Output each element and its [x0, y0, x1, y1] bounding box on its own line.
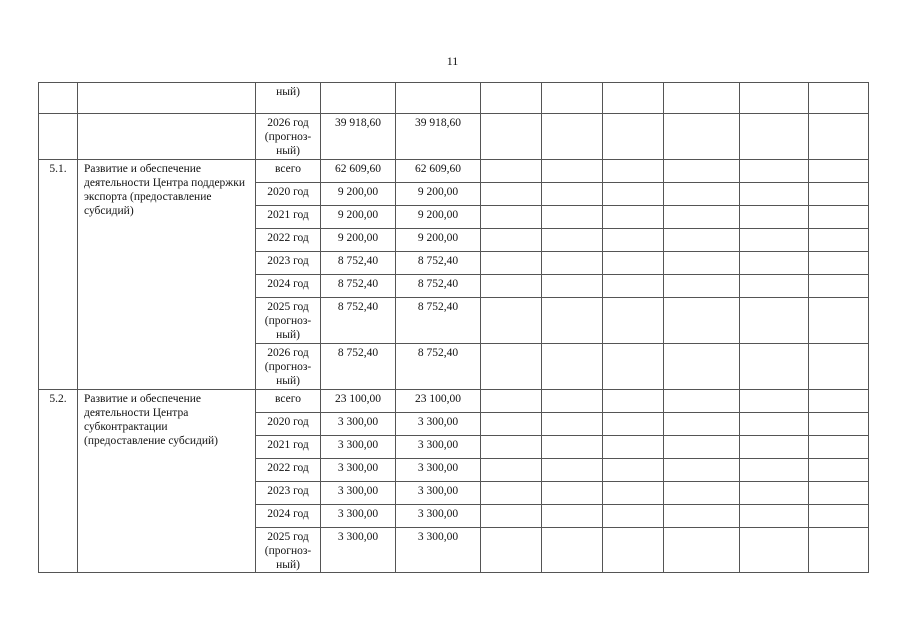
- period-cell: 2024 год: [256, 505, 321, 528]
- empty-cell: [542, 298, 603, 344]
- empty-cell: [481, 160, 542, 183]
- empty-cell: [664, 413, 740, 436]
- empty-cell: [740, 83, 809, 114]
- total-amount-cell: 8 752,40: [321, 252, 396, 275]
- empty-cell: [664, 459, 740, 482]
- empty-cell: [603, 183, 664, 206]
- empty-cell: [809, 482, 869, 505]
- empty-cell: [809, 459, 869, 482]
- period-cell: 2026 год (прогноз-ный): [256, 114, 321, 160]
- empty-cell: [809, 344, 869, 390]
- empty-cell: [809, 275, 869, 298]
- empty-cell: [542, 252, 603, 275]
- amount-cell: 9 200,00: [396, 229, 481, 252]
- empty-cell: [664, 275, 740, 298]
- empty-cell: [809, 252, 869, 275]
- total-amount-cell: 39 918,60: [321, 114, 396, 160]
- period-cell: 2024 год: [256, 275, 321, 298]
- amount-cell: 62 609,60: [396, 160, 481, 183]
- empty-cell: [603, 390, 664, 413]
- empty-cell: [664, 390, 740, 413]
- empty-cell: [664, 83, 740, 114]
- total-amount-cell: 3 300,00: [321, 528, 396, 573]
- amount-cell: 3 300,00: [396, 436, 481, 459]
- total-amount-cell: 8 752,40: [321, 344, 396, 390]
- empty-cell: [740, 505, 809, 528]
- empty-cell: [740, 252, 809, 275]
- total-amount-cell: 8 752,40: [321, 275, 396, 298]
- amount-cell: 3 300,00: [396, 505, 481, 528]
- empty-cell: [603, 298, 664, 344]
- empty-cell: [481, 390, 542, 413]
- empty-cell: [542, 459, 603, 482]
- empty-cell: [603, 482, 664, 505]
- empty-cell: [481, 528, 542, 573]
- empty-cell: [603, 252, 664, 275]
- empty-cell: [542, 83, 603, 114]
- table-row: [39, 114, 869, 160]
- measure-name-cell: [78, 83, 256, 114]
- empty-cell: [664, 229, 740, 252]
- empty-cell: [740, 298, 809, 344]
- empty-cell: [542, 436, 603, 459]
- row-number-cell: 5.2.: [39, 390, 78, 573]
- period-cell: 2025 год (прогноз-ный): [256, 528, 321, 573]
- empty-cell: [481, 252, 542, 275]
- period-cell: 2023 год: [256, 482, 321, 505]
- empty-cell: [603, 206, 664, 229]
- empty-cell: [542, 160, 603, 183]
- empty-cell: [603, 114, 664, 160]
- empty-cell: [664, 298, 740, 344]
- amount-cell: [396, 83, 481, 114]
- total-amount-cell: 9 200,00: [321, 183, 396, 206]
- period-cell: 2023 год: [256, 252, 321, 275]
- empty-cell: [603, 344, 664, 390]
- period-cell: 2026 год (прогноз-ный): [256, 344, 321, 390]
- row-number-cell: [39, 83, 78, 114]
- empty-cell: [542, 229, 603, 252]
- amount-cell: 23 100,00: [396, 390, 481, 413]
- empty-cell: [603, 505, 664, 528]
- page-number: 11: [446, 54, 459, 68]
- empty-cell: [740, 413, 809, 436]
- period-cell: 2020 год: [256, 183, 321, 206]
- empty-cell: [809, 83, 869, 114]
- empty-cell: [740, 528, 809, 573]
- empty-cell: [603, 160, 664, 183]
- period-cell: 2021 год: [256, 436, 321, 459]
- empty-cell: [740, 390, 809, 413]
- period-cell: ный): [256, 83, 321, 114]
- empty-cell: [664, 528, 740, 573]
- amount-cell: 8 752,40: [396, 252, 481, 275]
- empty-cell: [740, 206, 809, 229]
- amount-cell: 3 300,00: [396, 459, 481, 482]
- empty-cell: [809, 229, 869, 252]
- empty-cell: [542, 482, 603, 505]
- empty-cell: [481, 436, 542, 459]
- amount-cell: 3 300,00: [396, 482, 481, 505]
- empty-cell: [603, 436, 664, 459]
- empty-cell: [603, 229, 664, 252]
- empty-cell: [664, 482, 740, 505]
- table-row: [39, 83, 869, 114]
- empty-cell: [740, 229, 809, 252]
- empty-cell: [809, 505, 869, 528]
- total-amount-cell: 8 752,40: [321, 298, 396, 344]
- empty-cell: [740, 183, 809, 206]
- empty-cell: [542, 528, 603, 573]
- measure-name-cell: Развитие и обеспечение деятельности Центра субконтрактации (предоставление субсидий): [78, 390, 256, 573]
- period-cell: 2020 год: [256, 413, 321, 436]
- empty-cell: [603, 459, 664, 482]
- empty-cell: [740, 436, 809, 459]
- period-cell: всего: [256, 160, 321, 183]
- empty-cell: [809, 114, 869, 160]
- amount-cell: 9 200,00: [396, 206, 481, 229]
- empty-cell: [809, 160, 869, 183]
- empty-cell: [542, 505, 603, 528]
- empty-cell: [664, 160, 740, 183]
- empty-cell: [481, 206, 542, 229]
- empty-cell: [542, 413, 603, 436]
- amount-cell: 9 200,00: [396, 183, 481, 206]
- budget-table: [38, 82, 869, 573]
- empty-cell: [809, 390, 869, 413]
- total-amount-cell: 62 609,60: [321, 160, 396, 183]
- empty-cell: [664, 505, 740, 528]
- empty-cell: [481, 275, 542, 298]
- empty-cell: [542, 390, 603, 413]
- empty-cell: [481, 183, 542, 206]
- empty-cell: [740, 344, 809, 390]
- empty-cell: [481, 114, 542, 160]
- empty-cell: [603, 413, 664, 436]
- amount-cell: 3 300,00: [396, 528, 481, 573]
- period-cell: 2022 год: [256, 229, 321, 252]
- period-cell: 2022 год: [256, 459, 321, 482]
- empty-cell: [664, 252, 740, 275]
- amount-cell: 8 752,40: [396, 344, 481, 390]
- empty-cell: [603, 275, 664, 298]
- total-amount-cell: 23 100,00: [321, 390, 396, 413]
- empty-cell: [809, 206, 869, 229]
- empty-cell: [481, 459, 542, 482]
- total-amount-cell: 3 300,00: [321, 482, 396, 505]
- table-row: [39, 160, 869, 183]
- empty-cell: [809, 436, 869, 459]
- empty-cell: [481, 298, 542, 344]
- measure-name-cell: Развитие и обеспечение деятельности Центра поддержки экспорта (предоставление субсидий): [78, 160, 256, 390]
- total-amount-cell: 3 300,00: [321, 459, 396, 482]
- empty-cell: [603, 83, 664, 114]
- empty-cell: [481, 413, 542, 436]
- row-number-cell: 5.1.: [39, 160, 78, 390]
- empty-cell: [809, 298, 869, 344]
- empty-cell: [481, 229, 542, 252]
- empty-cell: [481, 505, 542, 528]
- amount-cell: 8 752,40: [396, 298, 481, 344]
- total-amount-cell: 3 300,00: [321, 505, 396, 528]
- empty-cell: [542, 275, 603, 298]
- empty-cell: [664, 436, 740, 459]
- period-cell: 2021 год: [256, 206, 321, 229]
- period-cell: 2025 год (прогноз-ный): [256, 298, 321, 344]
- amount-cell: 3 300,00: [396, 413, 481, 436]
- empty-cell: [740, 459, 809, 482]
- table-row: [39, 390, 869, 413]
- empty-cell: [809, 183, 869, 206]
- total-amount-cell: 3 300,00: [321, 413, 396, 436]
- empty-cell: [740, 114, 809, 160]
- empty-cell: [481, 344, 542, 390]
- empty-cell: [809, 413, 869, 436]
- empty-cell: [664, 114, 740, 160]
- period-cell: всего: [256, 390, 321, 413]
- empty-cell: [542, 183, 603, 206]
- empty-cell: [542, 114, 603, 160]
- measure-name-cell: [78, 114, 256, 160]
- empty-cell: [664, 344, 740, 390]
- total-amount-cell: 3 300,00: [321, 436, 396, 459]
- empty-cell: [740, 275, 809, 298]
- empty-cell: [740, 160, 809, 183]
- total-amount-cell: [321, 83, 396, 114]
- total-amount-cell: 9 200,00: [321, 229, 396, 252]
- empty-cell: [481, 83, 542, 114]
- empty-cell: [740, 482, 809, 505]
- empty-cell: [481, 482, 542, 505]
- empty-cell: [542, 344, 603, 390]
- empty-cell: [542, 206, 603, 229]
- total-amount-cell: 9 200,00: [321, 206, 396, 229]
- row-number-cell: [39, 114, 78, 160]
- empty-cell: [664, 183, 740, 206]
- amount-cell: 8 752,40: [396, 275, 481, 298]
- empty-cell: [809, 528, 869, 573]
- empty-cell: [664, 206, 740, 229]
- amount-cell: 39 918,60: [396, 114, 481, 160]
- empty-cell: [603, 528, 664, 573]
